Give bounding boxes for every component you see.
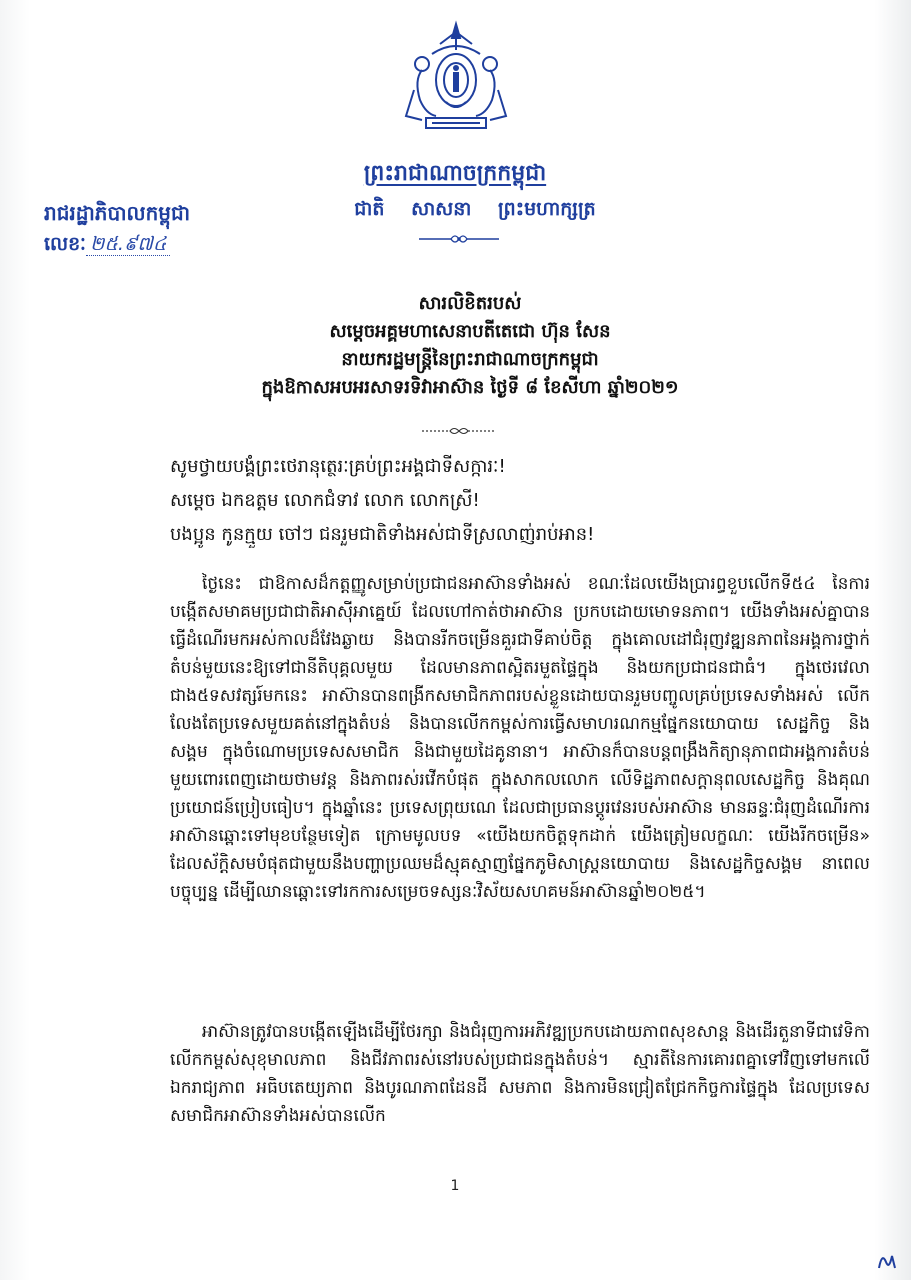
greeting-line: បងប្អូន កូនក្មួយ ចៅៗ ជនរួមជាតិទាំងអស់ជាទីស្រលាញ់រាប់អាន! xyxy=(170,524,595,545)
ornament-divider-icon xyxy=(415,233,503,245)
royal-coat-of-arms-icon xyxy=(392,20,520,140)
title-line-2: សម្តេចអគ្គមហាសេនាបតីតេជោ ហ៊ុន សែន xyxy=(329,321,611,342)
title-line-3: នាយករដ្ឋមន្ត្រីនៃព្រះរាជាណាចក្រកម្ពុជា xyxy=(341,349,599,370)
page-number: 1 xyxy=(450,1178,460,1194)
document-title xyxy=(150,290,790,402)
greeting-line: សូមថ្វាយបង្គំព្រះថេរានុត្ថេរៈគ្រប់ព្រះអង្គជាទីសក្ការៈ! xyxy=(170,456,506,477)
reference-label: លេខៈ xyxy=(44,233,86,255)
motto-king: ព្រះមហាក្សត្រ xyxy=(498,198,596,220)
body-paragraph-2: អាស៊ានត្រូវបានបង្កើតឡើងដើម្បីថែរក្សា និងជំរុញការអភិវឌ្ឍប្រកបដោយភាពសុខសាន្ត និងដើរតួនាទីជាវេទិកាលើកកម្ពស់សុខុមាលភាព និងជីវភាពរស់នៅរបស់ប្រជាជនក្នុងតំបន់។ ស្មារតីនៃការគោរពគ្នាទៅវិញទៅមកលើឯករាជ្យភាព អធិបតេយ្យភាព និងបូរណភាពដែនដី សមភាព និងការមិនជ្រៀតជ្រែកកិច្ចការផ្ទៃក្នុង ដែលប្រទេសសមាជិកអាស៊ានទាំងអស់បានលើក xyxy=(170,1022,870,1126)
kingdom-name: ព្រះរាជាណាចក្រកម្ពុជា xyxy=(363,161,547,186)
government-name: រាជរដ្ឋាភិបាលកម្ពុជា xyxy=(44,201,190,225)
motto-religion: សាសនា xyxy=(411,198,472,220)
greeting-line: សម្តេច ឯកឧត្តម លោកជំទាវ លោក លោកស្រី! xyxy=(170,490,480,511)
motto-nation: ជាតិ xyxy=(354,198,385,220)
reference-value: ២៥.៩៧៤ xyxy=(86,233,170,256)
greeting-block xyxy=(170,450,594,552)
ornament-divider-icon xyxy=(420,426,498,436)
handwritten-initials-icon xyxy=(876,1248,898,1272)
national-motto xyxy=(330,196,620,222)
title-line-1: សារលិខិតរបស់ xyxy=(418,293,522,314)
title-line-4: ក្នុងឱកាសអបអរសាទរទិវាអាស៊ាន ថ្ងៃទី ៨ ខែសីហា ឆ្នាំ២០២១ xyxy=(261,377,679,398)
body-paragraph-1: ថ្ងៃនេះ ជាឱកាសដ៏កត្តញ្ញូសម្រាប់ប្រជាជនអាស៊ានទាំងអស់ ខណៈដែលយើងប្រារព្ធខួបលើកទី៥៤ នៃការបង្កើតសមាគមប្រជាជាតិអាស៊ីអាគ្នេយ៍ ដែលហៅកាត់ថាអាស៊ាន ប្រកបដោយមោទនភាព។ យើងទាំងអស់គ្នាបានធ្វើដំណើរមកអស់កាលដ៏វែងឆ្ងាយ និងបានរីកចម្រើនគួរជាទីគាប់ចិត្ត ក្នុងគោលដៅជំរុញវឌ្ឍនភាពនៃអង្គការថ្នាក់តំបន់មួយនេះឱ្យទៅជានីតិបុគ្គលមួយ ដែលមានភាពស្អិតរមួតផ្ទៃក្នុង និងយកប្រជាជនជាធំ។ ក្នុងថេរវេលាជាង៥ទសវត្សរ៍មកនេះ អាស៊ានបានពង្រីកសមាជិកភាពរបស់ខ្លួនដោយបានរួមបញ្ចូលគ្រប់ប្រទេសទាំងអស់ លើកលែងតែប្រទេសមួយគត់នៅក្នុងតំបន់ និងបានលើកកម្ពស់ការធ្វើសមាហរណកម្មផ្នែកនយោបាយ សេដ្ឋកិច្ច និងសង្គម ក្នុងចំណោមប្រទេសសមាជិក និងជាមួយដៃគូនានា។ អាស៊ានក៏បានបន្តពង្រឹងកិត្យានុភាពជាអង្គការតំបន់មួយពោរពេញដោយថាមវន្ត និងភាពរស់រវើកបំផុត ក្នុងសាកលលោក លើទិដ្ឋភាពសក្តានុពលសេដ្ឋកិច្ច និងគុណប្រយោជន៍ប្រៀបធៀប។ ក្នុងឆ្នាំនេះ ប្រទេសព្រុយណេ ដែលជាប្រធានប្តូរវេនរបស់អាស៊ាន មានឆន្ទៈជំរុញដំណើរការអាស៊ានឆ្ពោះទៅមុខបន្ថែមទៀត ក្រោមមូលបទ «យើងយកចិត្តទុកដាក់ យើងត្រៀមលក្ខណៈ យើងរីកចម្រើន» ដែលស័ក្តិសមបំផុតជាមួយនឹងបញ្ហាប្រឈមដ៏ស្មុគស្មាញផ្នែកភូមិសាស្ត្រនយោបាយ និងសេដ្ឋកិច្ចសង្គម នាពេលបច្ចុប្បន្ន ដើម្បីឈានឆ្ពោះទៅរកការសម្រេចទស្សនៈវិស័យសហគមន៍អាស៊ានឆ្នាំ២០២៥។ xyxy=(170,574,870,902)
reference-number xyxy=(44,232,170,256)
